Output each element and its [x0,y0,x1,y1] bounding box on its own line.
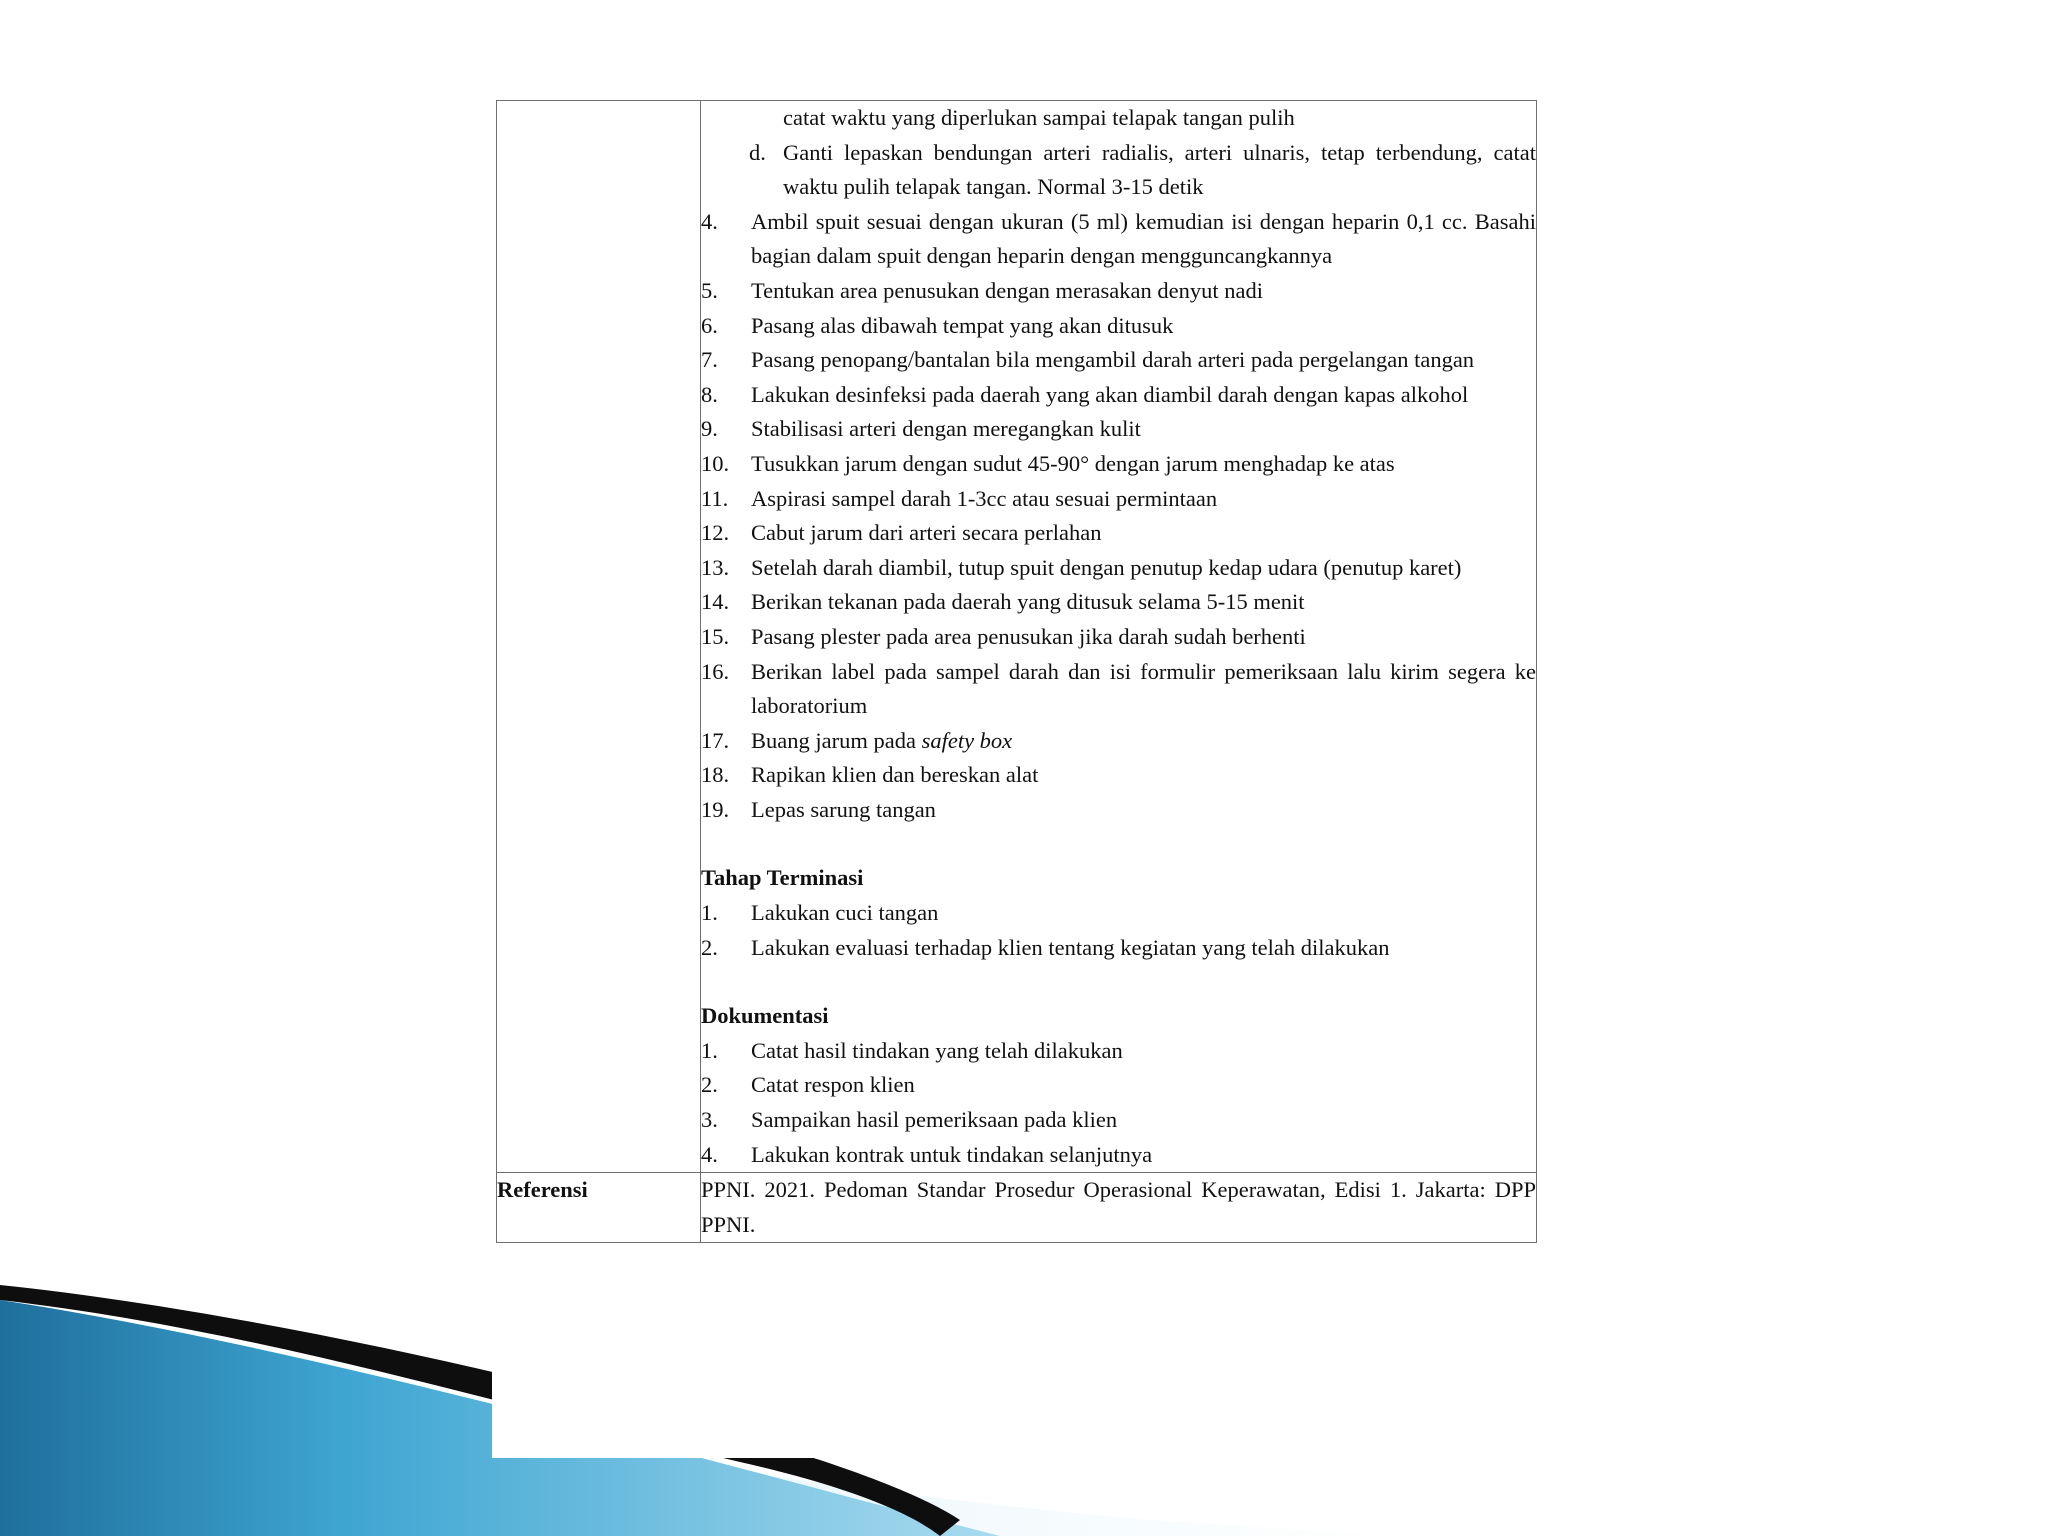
list-item [701,896,1536,931]
item-number: 4. [701,208,718,234]
list-item [701,931,1536,966]
list-item [701,1034,1536,1069]
terminasi-list [701,896,1536,965]
item-text: Lakukan evaluasi terhadap klien tentang kegiatan yang telah dilakukan [751,934,1390,960]
list-item [701,758,1536,793]
list-item [701,205,1536,274]
item-number: 18. [701,762,730,788]
label-cell-empty [497,101,701,1173]
item-number: 1. [701,900,718,926]
item-text: Setelah darah diambil, tutup spuit dengan penutup kedap udara (penutup karet) [751,554,1462,580]
referensi-label: Referensi [497,1173,701,1243]
procedure-content-cell [701,101,1537,1173]
item-text: Rapikan klien dan bereskan alat [751,762,1039,788]
sub-step-d [701,136,1536,205]
item-text: Tentukan area penusukan dengan merasakan denyut nadi [751,277,1263,303]
item-number: 14. [701,589,730,615]
list-item [701,1103,1536,1138]
item-text: Lakukan cuci tangan [751,900,939,926]
item-text: Cabut jarum dari arteri secara perlahan [751,520,1102,546]
item-number: 15. [701,623,730,649]
list-item [701,516,1536,551]
item-number: 3. [701,1107,718,1133]
item-text: Ambil spuit sesuai dengan ukuran (5 ml) kemudian isi dengan heparin 0,1 cc. Basahi bagian dalam spuit dengan heparin dengan mengguncangkannya [751,208,1536,269]
item-number: 8. [701,381,718,407]
item-text: Pasang plester pada area penusukan jika darah sudah berhenti [751,623,1306,649]
dokumentasi-heading: Dokumentasi [701,1003,829,1029]
item-text: Pasang alas dibawah tempat yang akan ditusuk [751,312,1174,338]
item-text: Lakukan desinfeksi pada daerah yang akan diambil darah dengan kapas alkohol [751,381,1469,407]
item-text-italic: safety box [921,727,1013,753]
item-number: 12. [701,520,730,546]
item-text: Berikan tekanan pada daerah yang ditusuk selama 5-15 menit [751,589,1305,615]
item-number: 2. [701,934,718,960]
list-item [701,551,1536,586]
list-item [701,655,1536,724]
list-item [701,378,1536,413]
list-item [701,724,1536,759]
list-item [701,447,1536,482]
item-number: 16. [701,658,730,684]
list-item [701,412,1536,447]
item-number: 2. [701,1072,718,1098]
sub-step-marker: d. [749,139,766,165]
referensi-text: PPNI. 2021. Pedoman Standar Prosedur Operasional Keperawatan, Edisi 1. Jakarta: DPP PPNI. [701,1173,1537,1243]
item-number: 6. [701,312,718,338]
item-number: 13. [701,554,730,580]
procedure-row [497,101,1537,1173]
item-text: Catat respon klien [751,1072,915,1098]
item-text: Stabilisasi arteri dengan meregangkan kulit [751,416,1141,442]
document-page [492,100,1554,1458]
item-text-plain: Buang jarum pada [751,727,922,753]
item-text: Tusukkan jarum dengan sudut 45-90° dengan jarum menghadap ke atas [751,450,1395,476]
list-item [701,793,1536,828]
list-item [701,274,1536,309]
item-text: Catat hasil tindakan yang telah dilakukan [751,1037,1123,1063]
terminasi-heading: Tahap Terminasi [701,865,864,891]
sop-table [496,100,1537,1243]
list-item [701,585,1536,620]
item-number: 9. [701,416,718,442]
procedure-steps-list [701,205,1536,828]
item-text: Lepas sarung tangan [751,796,936,822]
list-item [701,343,1536,378]
item-text: Sampaikan hasil pemeriksaan pada klien [751,1107,1118,1133]
list-item [701,1138,1536,1173]
referensi-row [497,1173,1537,1243]
item-number: 10. [701,450,730,476]
list-item [701,1068,1536,1103]
continued-line: catat waktu yang diperlukan sampai telapak tangan pulih [783,105,1295,130]
list-item [701,482,1536,517]
dokumentasi-list [701,1034,1536,1172]
list-item [701,309,1536,344]
item-text: Aspirasi sampel darah 1-3cc atau sesuai permintaan [751,485,1218,511]
sub-step-text: Ganti lepaskan bendungan arteri radialis, arteri ulnaris, tetap terbendung, catat waktu pulih telapak tangan. Normal 3-15 detik [783,139,1536,200]
item-text: Pasang penopang/bantalan bila mengambil darah arteri pada pergelangan tangan [751,347,1475,373]
item-text [751,724,1536,759]
list-item [701,620,1536,655]
item-number: 4. [701,1141,718,1167]
item-number: 7. [701,347,718,373]
item-number: 1. [701,1037,718,1063]
item-number: 11. [701,485,729,511]
item-text: Berikan label pada sampel darah dan isi formulir pemeriksaan lalu kirim segera ke laboratorium [751,658,1536,719]
item-number: 5. [701,277,718,303]
item-text: Lakukan kontrak untuk tindakan selanjutnya [751,1141,1153,1167]
item-number: 19. [701,796,730,822]
item-number: 17. [701,727,730,753]
